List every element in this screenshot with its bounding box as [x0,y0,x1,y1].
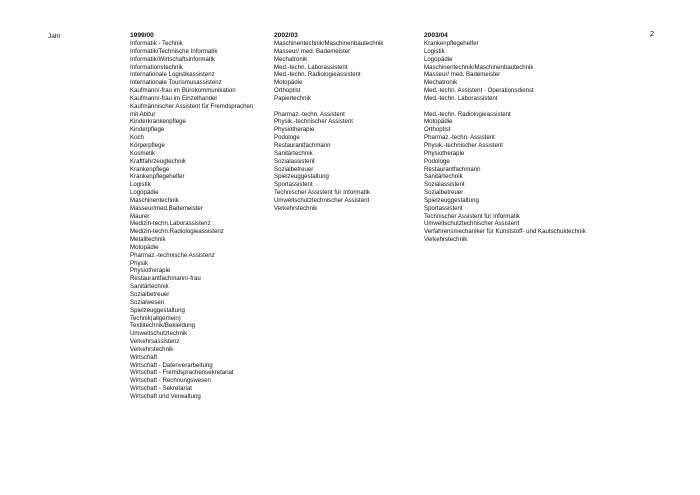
list-item: Maschinentechnik/Maschinenbautechnik [274,40,384,47]
list-item: Motopädie [424,118,453,126]
list-item: Pharmaz.-techn. Assistent [424,134,495,142]
list-item: Medizin-techn.Radiologieassistenz [130,228,224,236]
list-item: Wirtschaft - Fremdsprachensekretariat [130,369,234,377]
list-item: Med.-techn. Laborassistent [274,63,348,71]
list-item: Sozialbetreuer [130,291,170,298]
list-item: Podologe [424,157,450,165]
list-item: Orthoptist [274,87,301,95]
list-item: Koch [130,134,144,142]
list-item: Mechatronik [424,79,458,87]
list-item: Restaurantfachmann/-frau [130,275,201,283]
list-item: Verkehrsassistenz [130,338,180,346]
list-item: Logopädie [130,189,159,197]
list-item: Sozialassistent [274,157,315,165]
list-item: Sanitärtechnik [274,149,313,157]
list-item: Physik.-technischer Assistent [424,141,503,149]
list-item: Physik.-technischer Assistent [274,118,353,126]
list-item: Krankenpflegehelfer [130,173,185,181]
list-item: Medizin-techn.Laborassistenz [130,220,211,228]
list-item: Maurer [130,212,150,220]
list-item: Wirtschaft - Datenverarbeitung [130,361,213,369]
list-item: Internationale Logistikassistenz [130,71,215,79]
list-item: Masseur/ med. Bademeister [274,47,351,55]
list-item: mit Abitur [130,110,156,118]
list-item: Technischer Assistent für Informatik [274,189,370,197]
list-item: Sozialbetreuer [274,165,314,173]
list-item: Technischer Assistent für Informatik [424,212,520,220]
list-item: Med.-techn. Radiologieassistent [424,110,511,118]
list-item: Umweltschutztechnischer Assistent [424,220,520,228]
list-item: Kosmetik [130,149,156,157]
year-label: Jahr [48,33,61,40]
list-item: Krankenpflege [130,165,170,173]
list-item: Sozialbetreuer [424,189,464,197]
list-item: Logistik [424,47,445,55]
entry-list [274,40,422,213]
list-item: Maschinentechnik [130,196,179,204]
column-2003-04 [424,32,624,244]
list-item: Motopädie [274,79,303,87]
list-item: Restaurantfachmann [274,141,331,149]
list-item [424,103,624,111]
list-item: Physiotherapie [130,267,171,275]
list-item: Logopädie [424,55,453,63]
list-item: Informatik - Technik [130,40,183,47]
list-item: Physiotherapie [274,126,315,134]
list-item: Kraftfahrzeugtechnik [130,157,186,165]
list-item: Verkehrstechnik [424,236,468,244]
list-item: Verfahrensmechaniker für Kunststoff- und Kautschuktechnik [424,228,586,236]
list-item: Sozialwesen [130,298,165,306]
entry-list [424,40,624,244]
list-item: Pharmaz.-techn. Assistent [274,110,345,118]
list-item: Restaurantfachmann [424,165,481,173]
list-item: Wirtschaft [130,353,158,361]
list-item: Informatik/Technische Informatik [130,47,218,55]
column-header: 1999/00 [130,32,154,39]
list-item: Kaufmann/-frau im Bürokommunikation [130,87,236,95]
list-item: Med.-techn. Assistent - Operationsdienst [424,87,534,95]
list-item: Med.-techn. Radiologieassistent [274,71,361,79]
list-item: Technik(allgemein) [130,314,181,322]
list-item: Sportassistent [424,204,463,212]
list-item: Kaufmann/-frau im Einzelhandel [130,94,217,102]
column-header: 2003/04 [424,32,448,39]
list-item: Physik [130,259,148,267]
page-number: 2 [650,29,655,38]
list-item: Physiotherapie [424,149,465,157]
list-item: Metalltechnik [130,236,166,244]
list-item: Spielzeuggestaltung [274,173,329,181]
list-item: Wirtschaft - Sekretariat [130,385,192,393]
list-item: Informatik/Wirtschaftsinformatik [130,55,215,63]
list-item: Kinderpflege [130,126,165,134]
list-item: Motopädie [130,243,159,251]
list-item: Kinderkrankenpflege [130,118,186,126]
list-item: Masseur/med.Bademeister [130,204,203,212]
list-item: Sanitärtechnik [130,283,169,291]
list-item: Wirtschaft und Verwaltung [130,392,201,400]
list-item: Informationstechnik [130,63,183,71]
list-item: Sozialassistent [424,181,465,189]
list-item: Krankenpflegehelfer [424,40,479,47]
list-item: Maschinentechnik/Maschinenbautechnik [424,63,534,71]
list-item: Verkehrstechnik [274,204,318,212]
list-item: Masseur/ med. Bademeister [424,71,501,79]
list-item: Podologe [274,134,300,142]
list-item: Logistik [130,181,151,189]
column-2002-03 [274,32,422,213]
entry-list [130,40,270,401]
list-item: Pharmaz.-technische Assistenz [130,251,215,259]
list-item: Textiltechnik/Bekleidung [130,322,196,330]
list-item: Spielzeuggestaltung [424,196,479,204]
list-item: Wirtschaft - Rechnungswesen [130,377,211,385]
list-item: Umweltschutztechnischer Assistent [274,196,370,204]
list-item: Sportassistent [274,181,313,189]
list-item [274,103,422,111]
list-item: Sanitärtechnik [424,173,463,181]
list-item: Papiertechnik [274,94,311,102]
list-item: Umweltschutztechnik [130,330,188,338]
list-item: Spielzeuggestaltung [130,306,185,314]
list-item: Med.-techn. Laborassistent [424,94,498,102]
list-item: Mechatronik [274,55,308,63]
list-item: Kaufmännischer Assistent für Fremdsprachen [130,102,254,110]
list-item: Internationale Tourismusassistenz [130,79,222,87]
list-item: Verkehrstechnik [130,345,174,353]
list-item: Orthoptist [424,126,451,134]
column-1999-00 [130,32,270,401]
column-header: 2002/03 [274,32,298,39]
list-item: Körperpflege [130,141,165,149]
